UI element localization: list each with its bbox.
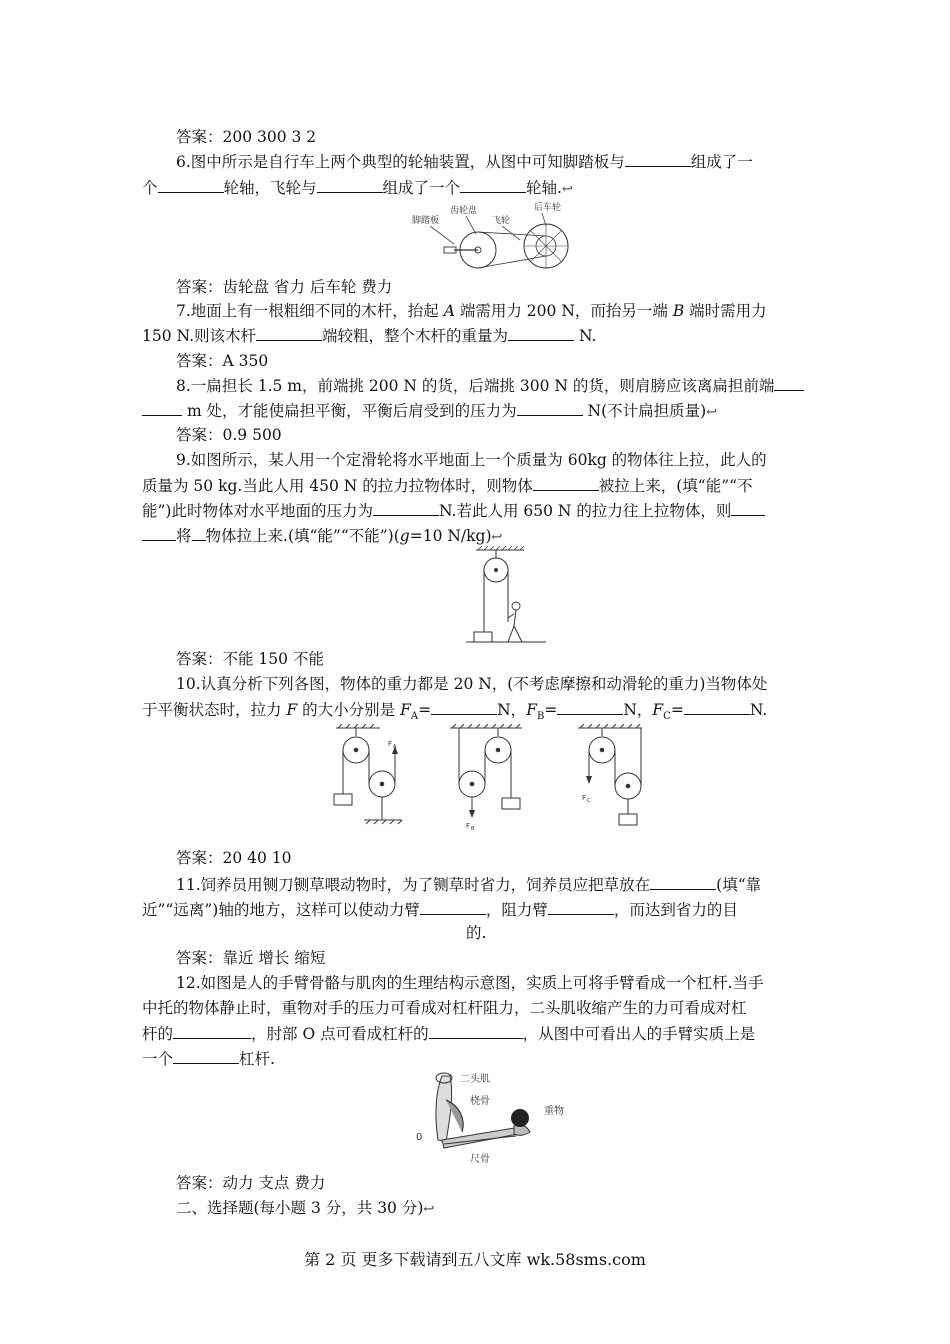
svg-text:F: F	[388, 740, 393, 748]
svg-text:重物: 重物	[544, 1106, 564, 1117]
svg-text:F: F	[582, 794, 587, 802]
question-12-line4: 一个 杠杆.	[142, 1047, 950, 1070]
question-9-line1: 9.如图所示，某人用一个定滑轮将水平地面上一个质量为 60kg 的物体往上拉，此人的	[176, 451, 767, 469]
svg-text:脚踏板: 脚踏板	[412, 216, 440, 226]
page-footer: 第 2 页 更多下载请到五八文库 wk.58sms.com	[304, 1250, 646, 1269]
svg-text:F: F	[466, 822, 471, 830]
answer-9: 答案：不能 150 不能	[176, 650, 324, 668]
svg-text:C: C	[587, 798, 591, 804]
svg-text:桡骨: 桡骨	[470, 1096, 490, 1107]
svg-text:A: A	[393, 744, 397, 750]
answer-11: 答案：靠近 增长 缩短	[176, 949, 326, 967]
arm-lever-figure	[414, 1070, 574, 1166]
answer-7: 答案：A 350	[176, 352, 269, 370]
svg-text:二头肌: 二头肌	[460, 1074, 490, 1085]
return-icon: ↩	[423, 1202, 435, 1217]
svg-text:尺骨: 尺骨	[470, 1154, 490, 1165]
question-9-line3: 能”)此时物体对水平地面的压力为 N.若此人用 650 N 的拉力往上拉物体，则	[142, 499, 950, 522]
svg-text:B: B	[471, 826, 475, 832]
question-11-line3: 的.	[466, 924, 487, 942]
question-12-line3: 杆的 ，肘部 O 点可看成杠杆的 ，从图中可看出人的手臂实质上是	[142, 1022, 950, 1045]
return-icon: ↩	[561, 182, 573, 197]
return-icon: ↩	[491, 530, 503, 545]
question-9-line2: 质量为 50 kg.当此人用 450 N 的拉力拉物体时，则物体 被拉上来，(填“能”“不	[142, 474, 950, 497]
question-11-line2: 近”“远离”)轴的地方，这样可以使动力臂 ，阻力臂 ，而达到省力的目	[142, 898, 950, 921]
fixed-pulley-figure	[462, 546, 552, 644]
answer-8: 答案：0.9 500	[176, 426, 282, 444]
question-8-line2: m 处，才能使扁担平衡，平衡后肩受到的压力为 N(不计扁担质量)↩	[142, 399, 950, 424]
svg-text:齿轮盘: 齿轮盘	[450, 206, 478, 216]
svg-text:0: 0	[416, 1132, 423, 1143]
svg-text:后车轮: 后车轮	[534, 203, 562, 213]
answer-6: 答案：齿轮盘 省力 后车轮 费力	[176, 278, 393, 296]
return-icon: ↩	[706, 405, 718, 420]
answer-10: 答案：20 40 10	[176, 849, 292, 867]
question-8-line1: 8.一扁担长 1.5 m，前端挑 200 N 的货，后端挑 300 N 的货，则肩膀应该离扁担前端	[176, 374, 950, 397]
bicycle-wheel-axle-figure	[410, 196, 570, 274]
question-7-line2: 150 N.则该木杆 端较粗，整个木杆的重量为 N.	[142, 324, 950, 347]
answer-12: 答案：动力 支点 费力	[176, 1174, 326, 1192]
pulley-systems-figure	[326, 724, 656, 832]
question-11-line1: 11.饲养员用铡刀铡草喂动物时，为了铡草时省力，饲养员应把草放在 (填“靠	[176, 873, 950, 896]
section-2-heading: 二、选择题(每小题 3 分，共 30 分)↩	[176, 1199, 435, 1217]
question-6-line2: 个 轮轴，飞轮与 组成了一个 轮轴.↩	[142, 176, 950, 201]
question-9-line4: 将 物体拉上来.(填“能”“不能”)(g=10 N/kg)↩	[142, 524, 950, 549]
svg-text:飞轮: 飞轮	[492, 216, 511, 226]
question-12-line2: 中托的物体静止时，重物对手的压力可看成对杠杆阻力，二头肌收缩产生的力可看成对杠	[142, 999, 747, 1017]
question-6-line1: 6.图中所示是自行车上两个典型的轮轴装置，从图中可知脚踏板与 组成了一	[176, 150, 950, 173]
question-12-line1: 12.如图是人的手臂骨骼与肌肉的生理结构示意图，实质上可将手臂看成一个杠杆.当手	[176, 974, 764, 992]
answer-5: 答案：200 300 3 2	[176, 128, 317, 146]
question-10-line1: 10.认真分析下列各图，物体的重力都是 20 N，(不考虑摩擦和动滑轮的重力)当物体处	[176, 675, 768, 693]
question-7-line1: 7.地面上有一根粗细不同的木杆，抬起 A 端需用力 200 N，而抬另一端 B 端时需用力	[176, 302, 767, 320]
question-10-line2: 于平衡状态时，拉力 F 的大小分别是 $F_A= N$，$F_B= N$，$F_C= N$.	[142, 698, 950, 728]
